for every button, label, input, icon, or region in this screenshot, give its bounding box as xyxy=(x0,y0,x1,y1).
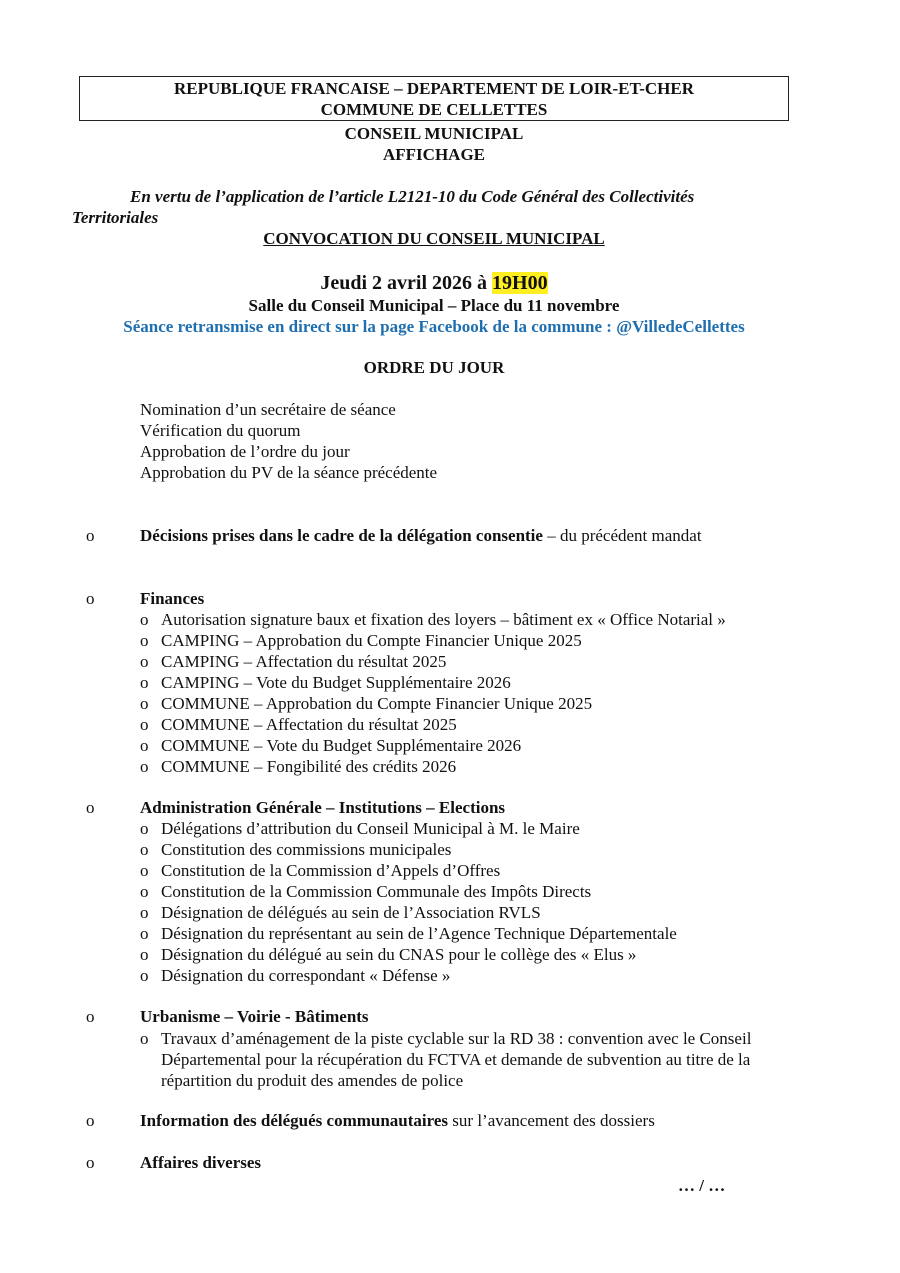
bullet-icon: o xyxy=(140,882,149,901)
bullet-icon: o xyxy=(140,840,149,859)
list-item xyxy=(140,819,580,839)
list-item xyxy=(140,736,521,756)
header-line-commune: COMMUNE DE CELLETTES xyxy=(320,100,548,119)
bullet-icon: o xyxy=(86,1111,95,1130)
list-item xyxy=(140,610,726,630)
meeting-time: 19H00 xyxy=(492,272,548,294)
list-item-text: COMMUNE – Affectation du résultat 2025 xyxy=(161,715,457,734)
list-item-text: Constitution de la Commission d’Appels d’Offres xyxy=(161,861,501,880)
list-item-text: COMMUNE – Approbation du Compte Financier Unique 2025 xyxy=(161,694,593,713)
section-administration-title xyxy=(140,798,505,818)
list-item-text: Constitution des commissions municipales xyxy=(161,840,452,859)
bullet-icon: o xyxy=(140,715,149,734)
bullet-icon: o xyxy=(86,1153,95,1172)
preliminary-item: Approbation du PV de la séance précédente xyxy=(140,463,438,482)
section-urbanisme-label: Urbanisme – Voirie - Bâtiments xyxy=(140,1007,369,1026)
bullet-icon: o xyxy=(86,589,95,608)
list-item-text: CAMPING – Vote du Budget Supplémentaire 2026 xyxy=(161,673,511,692)
header-line-republique: REPUBLIQUE FRANCAISE – DEPARTEMENT DE LOIR-ET-CHER xyxy=(173,79,695,98)
section-decisions-title: Décisions prises dans le cadre de la délégation consentie xyxy=(140,526,543,545)
convocation-text: CONVOCATION DU CONSEIL MUNICIPAL xyxy=(263,229,605,248)
bullet-icon: o xyxy=(140,966,149,985)
list-item-text: Désignation du délégué au sein du CNAS pour le collège des « Elus » xyxy=(161,945,637,964)
bullet-icon: o xyxy=(140,819,149,838)
header-line-conseil: CONSEIL MUNICIPAL xyxy=(344,124,524,143)
meeting-date-text: Jeudi 2 avril 2026 à xyxy=(320,272,493,294)
bullet-icon: o xyxy=(140,631,149,650)
section-decisions-rest: – du précédent mandat xyxy=(542,526,702,545)
intro-line-1: En vertu de l’application de l’article L2121-10 du Code Général des Collectivités xyxy=(130,187,695,206)
list-item-text: COMMUNE – Fongibilité des crédits 2026 xyxy=(161,757,457,776)
bullet-icon: o xyxy=(140,861,149,880)
list-item xyxy=(140,840,451,860)
list-item-text: Désignation du correspondant « Défense » xyxy=(161,966,451,985)
meeting-place: Salle du Conseil Municipal – Place du 11 novembre xyxy=(248,296,620,315)
list-item xyxy=(140,631,582,651)
section-information xyxy=(140,1111,655,1131)
bullet-icon: o xyxy=(86,526,95,545)
meeting-live: Séance retransmise en direct sur la page Facebook de la commune : @VilledeCellettes xyxy=(123,317,745,336)
bullet-icon: o xyxy=(140,924,149,943)
section-finances-title xyxy=(140,589,204,609)
meeting-date xyxy=(0,272,868,295)
bullet-icon: o xyxy=(140,945,149,964)
bullet-icon: o xyxy=(140,673,149,692)
section-affaires-title xyxy=(140,1153,261,1173)
list-item-text: Désignation de délégués au sein de l’Association RVLS xyxy=(161,903,541,922)
list-item xyxy=(140,694,592,714)
list-item xyxy=(140,715,457,735)
bullet-icon: o xyxy=(140,610,149,629)
bullet-icon: o xyxy=(140,757,149,776)
preliminary-item: Nomination d’un secrétaire de séance xyxy=(140,400,396,419)
bullet-icon: o xyxy=(140,736,149,755)
section-urbanisme-title xyxy=(140,1007,369,1027)
header-line-affichage: AFFICHAGE xyxy=(383,145,485,164)
convocation-title xyxy=(0,229,868,249)
bullet-icon: o xyxy=(140,652,149,671)
list-item-text: Désignation du représentant au sein de l’Agence Technique Départementale xyxy=(161,924,677,943)
list-item xyxy=(140,757,456,777)
bullet-icon: o xyxy=(140,1029,149,1048)
bullet-icon: o xyxy=(140,903,149,922)
list-item-text: Délégations d’attribution du Conseil Municipal à M. le Maire xyxy=(161,819,580,838)
list-item xyxy=(140,861,500,881)
section-administration-label: Administration Générale – Institutions – Elections xyxy=(140,798,506,817)
preliminary-item: Vérification du quorum xyxy=(140,421,301,440)
section-information-title: Information des délégués communautaires xyxy=(140,1111,449,1130)
agenda-title: ORDRE DU JOUR xyxy=(363,358,505,377)
preliminary-item: Approbation de l’ordre du jour xyxy=(140,442,350,461)
intro-line-2: Territoriales xyxy=(72,208,159,227)
bullet-icon: o xyxy=(86,1007,95,1026)
list-item xyxy=(140,882,591,902)
list-item-text: Constitution de la Commission Communale des Impôts Directs xyxy=(161,882,592,901)
section-affaires-label: Affaires diverses xyxy=(140,1153,262,1172)
list-item xyxy=(140,924,677,944)
list-item-text: Autorisation signature baux et fixation des loyers – bâtiment ex « Office Notarial » xyxy=(161,610,726,629)
list-item-text: Travaux d’aménagement de la piste cyclable sur la RD 38 : convention avec le Conseil Départemental pour la récupération du FCTVA et demande de subvention au titre de la répartition du produit des amendes de police xyxy=(161,1029,752,1090)
list-item-text: COMMUNE – Vote du Budget Supplémentaire 2026 xyxy=(161,736,522,755)
list-item-text: CAMPING – Approbation du Compte Financier Unique 2025 xyxy=(161,631,582,650)
section-finances-label: Finances xyxy=(140,589,205,608)
list-item xyxy=(140,945,636,965)
list-item xyxy=(140,903,541,923)
list-item-text: CAMPING – Affectation du résultat 2025 xyxy=(161,652,447,671)
list-item xyxy=(140,673,511,693)
section-decisions xyxy=(140,526,702,546)
bullet-icon: o xyxy=(86,798,95,817)
bullet-icon: o xyxy=(140,694,149,713)
list-item xyxy=(140,652,446,672)
list-item xyxy=(140,1028,790,1091)
list-item xyxy=(140,966,450,986)
section-information-rest: sur l’avancement des dossiers xyxy=(448,1111,655,1130)
page-continued-marker: … / … xyxy=(678,1176,726,1195)
